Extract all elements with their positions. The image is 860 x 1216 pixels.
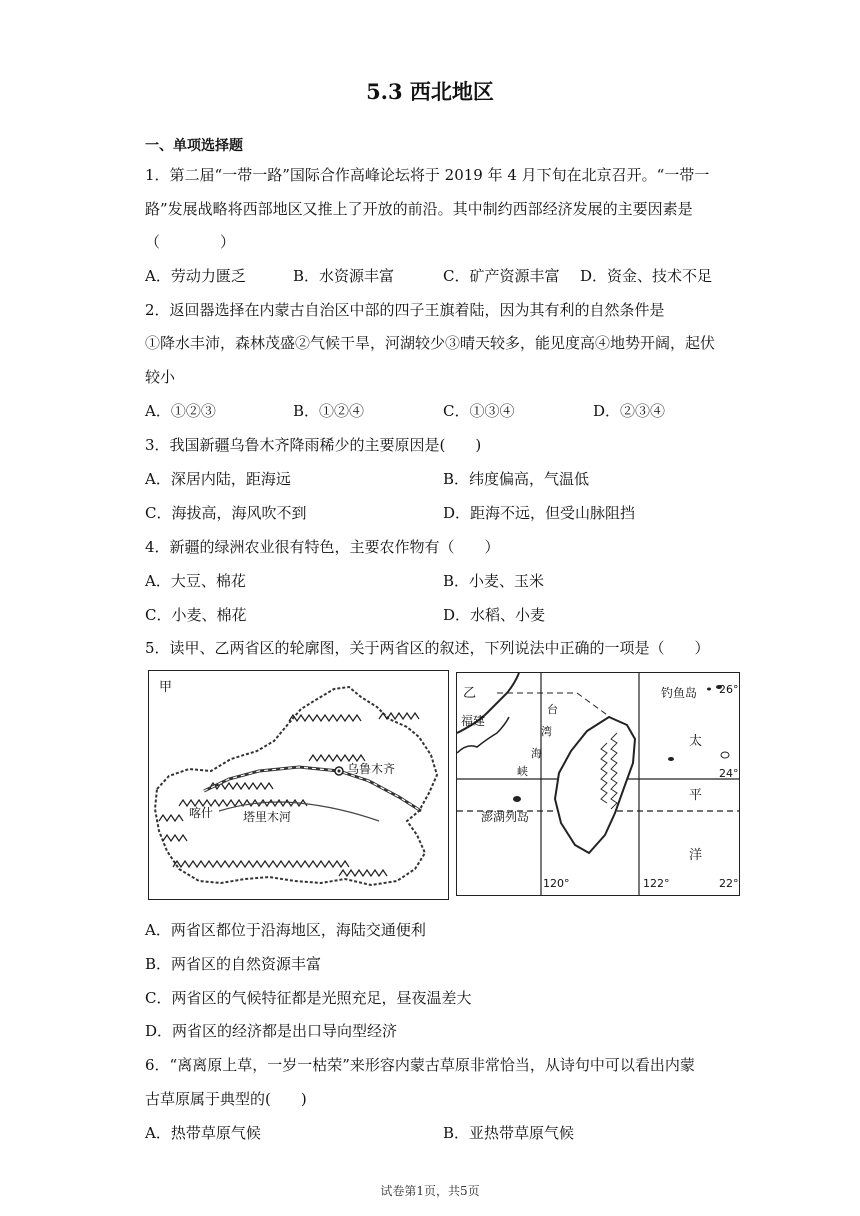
section-heading: 一、单项选择题	[145, 138, 243, 154]
q1-option-b[interactable]: B．水资源丰富	[293, 267, 395, 285]
q5-option-d[interactable]: D．两省区的经济都是出口导向型经济	[145, 1022, 398, 1040]
map-yi-strait-2: 湾	[541, 725, 552, 738]
map-yi-ocean-3: 洋	[689, 848, 703, 863]
map-jia	[148, 670, 449, 900]
q6-option-b[interactable]: B．亚热带草原气候	[443, 1124, 575, 1142]
q1-option-c[interactable]: C．矿产资源丰富	[443, 267, 560, 285]
page-title: 5.3 西北地区	[366, 79, 494, 104]
q6-option-a[interactable]: A．热带草原气候	[145, 1124, 261, 1142]
q3-option-c[interactable]: C．海拔高，海风吹不到	[145, 504, 307, 522]
q1-option-d[interactable]: D．资金、技术不足	[580, 267, 713, 285]
map-yi-lon-120: 120°	[543, 877, 570, 890]
q2-option-b[interactable]: B．①②④	[293, 402, 365, 420]
q3-option-a[interactable]: A．深居内陆，距海远	[145, 470, 291, 488]
q5-option-b[interactable]: B．两省区的自然资源丰富	[145, 955, 322, 973]
map-yi-lat-24: 24°	[719, 767, 739, 780]
map-jia-river: 塔里木河	[243, 810, 292, 824]
q2-line-1: 2．返回器选择在内蒙古自治区中部的四子王旗着陆，因为其有利的自然条件是	[145, 301, 665, 319]
q4-line-1: 4．新疆的绿洲农业很有特色，主要农作物有（ ）	[145, 538, 500, 556]
map-jia-place: 喀什	[189, 806, 214, 820]
q5-option-c[interactable]: C．两省区的气候特征都是光照充足，昼夜温差大	[145, 989, 472, 1007]
q1-line-3: （ ）	[145, 233, 236, 251]
q2-line-2: ①降水丰沛，森林茂盛②气候干旱，河湖较少③晴天较多，能见度高④地势开阔，起伏	[145, 334, 716, 352]
map-yi	[456, 672, 740, 896]
q3-line-1: 3．我国新疆乌鲁木齐降雨稀少的主要原因是( )	[145, 436, 482, 454]
map-yi-label: 乙	[463, 686, 477, 701]
map-yi-penghu: 澎湖列岛	[481, 810, 530, 824]
map-yi-strait-3: 海	[531, 747, 542, 760]
map-yi-strait-1: 台	[547, 703, 558, 716]
page-footer: 试卷第1页，共5页	[380, 1184, 480, 1198]
map-yi-fujian: 福建	[461, 714, 486, 728]
map-yi-strait-4: 峡	[517, 765, 528, 778]
map-yi-lon-122: 122°	[643, 877, 670, 890]
map-jia-label: 甲	[159, 680, 173, 695]
map-jia-drawing	[149, 671, 448, 899]
q4-option-d[interactable]: D．水稻、小麦	[443, 606, 546, 624]
map-yi-ocean-2: 平	[689, 788, 703, 803]
q2-option-c[interactable]: C．①③④	[443, 402, 515, 420]
map-yi-lat-22: 22°	[719, 877, 739, 890]
q4-option-a[interactable]: A．大豆、棉花	[145, 572, 246, 590]
map-yi-drawing	[457, 673, 739, 895]
q1-line-1: 1．第二届“一带一路”国际合作高峰论坛将于 2019 年 4 月下旬在北京召开。“一带一	[145, 166, 710, 184]
q5-line-1: 5．读甲、乙两省区的轮廓图，关于两省区的叙述，下列说法中正确的一项是（ ）	[145, 639, 710, 657]
q4-option-b[interactable]: B．小麦、玉米	[443, 572, 545, 590]
q4-option-c[interactable]: C．小麦、棉花	[145, 606, 247, 624]
q3-option-b[interactable]: B．纬度偏高，气温低	[443, 470, 590, 488]
q2-line-3: 较小	[145, 368, 176, 386]
q2-option-a[interactable]: A．①②③	[145, 402, 216, 420]
q1-option-a[interactable]: A．劳动力匮乏	[145, 267, 246, 285]
q1-line-2: 路”发展战略将西部地区又推上了开放的前沿。其中制约西部经济发展的主要因素是	[145, 200, 693, 218]
map-yi-diaoyu: 钓鱼岛	[661, 686, 698, 700]
map-yi-lat-26: 26°	[719, 683, 739, 696]
q6-line-1: 6．“离离原上草，一岁一枯荣”来形容内蒙古草原非常恰当，从诗句中可以看出内蒙	[145, 1056, 695, 1074]
q2-option-d[interactable]: D．②③④	[593, 402, 666, 420]
map-yi-ocean-1: 太	[689, 734, 703, 749]
q6-line-2: 古草原属于典型的( )	[145, 1090, 307, 1108]
q5-option-a[interactable]: A．两省区都位于沿海地区，海陆交通便利	[145, 921, 426, 939]
q3-option-d[interactable]: D．距海不远，但受山脉阻挡	[443, 504, 636, 522]
map-jia-city: 乌鲁木齐	[347, 762, 396, 776]
